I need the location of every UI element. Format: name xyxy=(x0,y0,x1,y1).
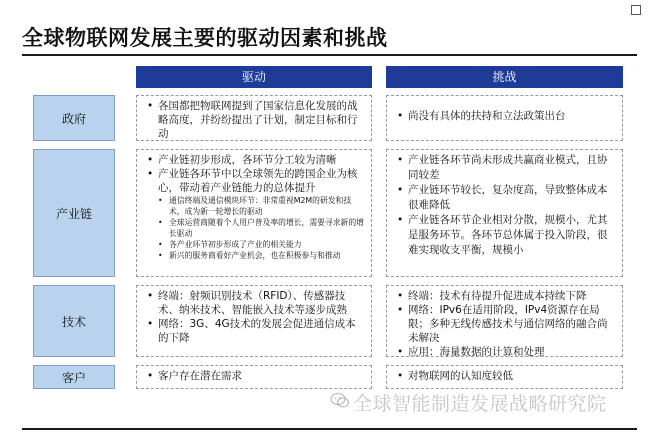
list-item: • 终端：技术有待提升促进成本持续下降 xyxy=(395,289,616,303)
list-item: • 产业链各环节企业相对分散，规模小，尤其是服务环节。各环节总体属于投入阶段，很难实现收支平衡，规模小 xyxy=(395,213,616,258)
row-label-technology: 技术 xyxy=(33,285,115,357)
customer-drivers-cell xyxy=(136,365,372,389)
government-drivers-cell xyxy=(136,95,372,141)
bottom-divider xyxy=(22,428,637,430)
page-title: 全球物联网发展主要的驱动因素和挑战 xyxy=(22,26,388,50)
corner-marker xyxy=(631,5,641,15)
title-divider xyxy=(22,54,637,56)
list-item: • 终端：射频识别技术（RFID）、传感器技术、纳米技术、智能嵌入技术等逐步成熟 xyxy=(145,289,365,317)
row-label-industry-chain: 产业链 xyxy=(33,149,115,277)
technology-challenges-cell xyxy=(386,285,623,357)
column-header-drivers: 驱动 xyxy=(136,66,372,88)
list-item: • 产业链初步形成，各环节分工较为清晰 xyxy=(145,153,365,167)
sub-list-item: • 新兴的服务商看好产业机会，也在积极参与和推动 xyxy=(145,250,365,261)
list-item: • 网络：IPv6在适用阶段，IPv4资源存在局限；多种无线传感技术与通信网络的融合尚未解决 xyxy=(395,303,616,345)
list-item: • 各国都把物联网提到了国家信息化发展的战略高度，并纷纷提出了计划，制定目标和行动 xyxy=(145,99,365,141)
row-label-government: 政府 xyxy=(33,95,115,141)
list-item: • 产业链环节较长，复杂度高，导致整体成本很难降低 xyxy=(395,183,616,213)
watermark-text: 全球智能制造发展战略研究院 xyxy=(353,393,607,415)
list-item: • 尚没有具体的扶持和立法政策出台 xyxy=(395,109,616,123)
list-item: • 产业链各环节尚未形成共赢商业模式，且协同较差 xyxy=(395,153,616,183)
list-item: • 产业链各环节中以全球领先的跨国企业为核心，带动着产业链能力的总体提升 xyxy=(145,167,365,195)
list-item: • 客户存在潜在需求 xyxy=(145,369,365,383)
list-item: • 对物联网的认知度较低 xyxy=(395,369,616,383)
wechat-icon xyxy=(330,392,350,409)
customer-challenges-cell xyxy=(386,365,623,389)
column-header-challenges: 挑战 xyxy=(386,66,623,88)
sub-list-item: • 各产业环节初步形成了产业的相关能力 xyxy=(145,239,365,250)
technology-drivers-cell xyxy=(136,285,372,357)
sub-list-item: • 通信终端及通信模块环节：非常重视M2M的研发和技术，成为新一轮增长的驱动 xyxy=(145,195,365,217)
government-challenges-cell xyxy=(386,95,623,141)
sub-list-item: • 全球运营商随着个人用户普及率的增长，需要寻求新的增长驱动 xyxy=(145,217,365,239)
industry-chain-challenges-cell xyxy=(386,149,623,277)
industry-chain-drivers-cell xyxy=(136,149,372,277)
list-item: • 应用：海量数据的计算和处理 xyxy=(395,345,616,357)
row-label-customer: 客户 xyxy=(33,365,115,389)
list-item: • 网络：3G、4G技术的发展会促进通信成本的下降 xyxy=(145,317,365,345)
